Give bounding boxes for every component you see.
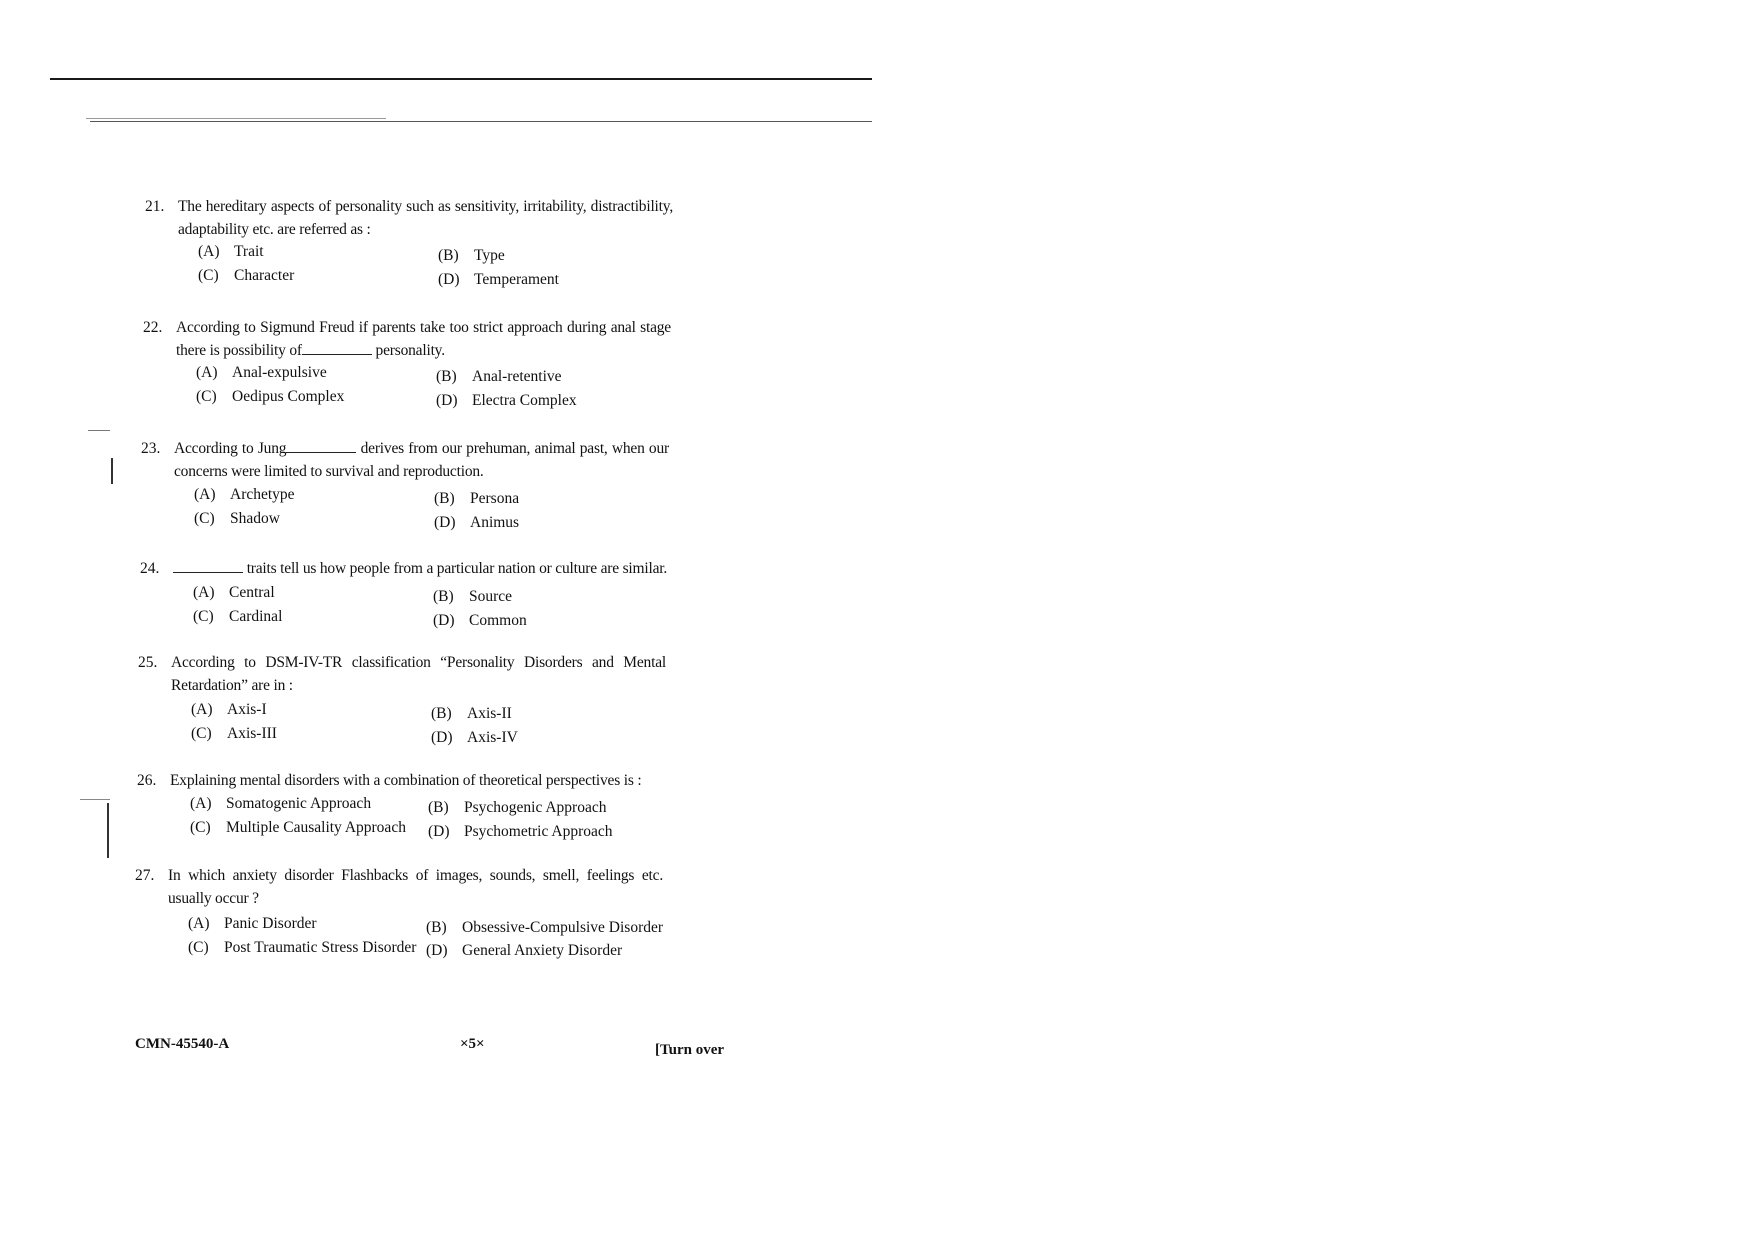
option-c[interactable] — [196, 385, 344, 408]
option-letter: (A) — [194, 486, 216, 503]
option-letter: (D) — [433, 612, 455, 629]
option-d[interactable] — [433, 609, 527, 632]
option-text: Common — [469, 612, 527, 629]
option-text: Multiple Causality Approach — [226, 819, 406, 836]
answer-blank — [286, 438, 356, 453]
question-text: In which anxiety disorder Flashbacks of images, sounds, smell, feelings etc. usually occur ? — [168, 867, 663, 907]
option-letter: (C) — [198, 267, 219, 284]
option-c[interactable] — [188, 936, 416, 959]
option-letter: (D) — [431, 729, 453, 746]
option-a[interactable] — [188, 912, 317, 935]
question-26 — [137, 769, 677, 844]
question-number: 24. — [140, 560, 160, 577]
option-text: Type — [474, 247, 505, 264]
option-c[interactable] — [193, 605, 282, 628]
option-c[interactable] — [191, 722, 277, 745]
question-number: 22. — [143, 319, 163, 336]
question-text: According to DSM-IV-TR classification “Personality Disorders and Mental Retardation” are in : — [171, 654, 666, 694]
option-d[interactable] — [431, 726, 518, 749]
option-letter: (C) — [188, 939, 209, 956]
option-text: General Anxiety Disorder — [462, 942, 623, 959]
option-text: Axis-IV — [467, 729, 518, 746]
option-letter: (C) — [193, 608, 214, 625]
question-number: 23. — [141, 440, 161, 457]
option-text: Axis-III — [227, 725, 277, 742]
option-letter: (B) — [438, 247, 459, 264]
question-text — [176, 316, 671, 362]
margin-mark — [111, 458, 113, 484]
option-text: Post Traumatic Stress Disorder — [224, 939, 417, 956]
question-23 — [141, 437, 681, 532]
option-c[interactable] — [194, 507, 280, 530]
option-text: Central — [229, 584, 275, 601]
option-letter: (A) — [193, 584, 215, 601]
option-text: Shadow — [230, 510, 280, 527]
option-letter: (D) — [434, 514, 456, 531]
option-text: Persona — [470, 490, 520, 507]
option-b[interactable] — [428, 796, 606, 819]
option-c[interactable] — [190, 816, 406, 839]
question-text-before: According to Jung — [174, 440, 287, 457]
option-a[interactable] — [191, 698, 267, 721]
question-number: 25. — [138, 654, 158, 671]
page-number: ×5× — [460, 1036, 485, 1052]
option-letter: (A) — [196, 364, 218, 381]
option-letter: (B) — [428, 799, 449, 816]
second-rule-shadow — [86, 118, 386, 119]
option-text: Obsessive-Compulsive Disorder — [462, 919, 664, 936]
option-text: Axis-II — [467, 705, 512, 722]
option-letter: (B) — [431, 705, 452, 722]
option-text: Axis-I — [227, 701, 267, 718]
option-text: Somatogenic Approach — [226, 795, 372, 812]
option-letter: (A) — [190, 795, 212, 812]
question-22 — [143, 316, 683, 411]
option-b[interactable] — [438, 244, 505, 267]
option-text: Anal-expulsive — [232, 364, 327, 381]
option-d[interactable] — [426, 939, 622, 962]
question-text-after: personality. — [375, 342, 445, 359]
option-text: Psychometric Approach — [464, 823, 613, 840]
booklet-code: CMN-45540-A — [135, 1036, 230, 1052]
option-b[interactable] — [434, 487, 519, 510]
question-25 — [138, 651, 678, 746]
option-text: Panic Disorder — [224, 915, 317, 932]
option-letter: (C) — [191, 725, 212, 742]
option-text: Cardinal — [229, 608, 283, 625]
option-text: Animus — [470, 514, 520, 531]
option-a[interactable] — [190, 792, 371, 815]
option-text: Archetype — [230, 486, 295, 503]
question-24 — [140, 557, 680, 632]
margin-mark — [88, 430, 110, 431]
option-text: Temperament — [474, 271, 559, 288]
option-a[interactable] — [194, 483, 295, 506]
question-text: Explaining mental disorders with a combination of theoretical perspectives is : — [170, 772, 642, 789]
option-letter: (C) — [190, 819, 211, 836]
option-c[interactable] — [198, 264, 294, 287]
option-a[interactable] — [193, 581, 275, 604]
option-letter: (D) — [426, 942, 448, 959]
option-text: Source — [469, 588, 513, 605]
option-letter: (A) — [188, 915, 210, 932]
question-text-after: derives from our prehuman, animal past, when our concerns were limited to survival and reproduction. — [174, 440, 669, 480]
option-text: Electra Complex — [472, 392, 577, 409]
answer-blank — [302, 340, 372, 355]
question-number: 21. — [145, 198, 165, 215]
option-letter: (A) — [198, 243, 220, 260]
option-d[interactable] — [436, 389, 577, 412]
question-text-after: traits tell us how people from a particular nation or culture are similar. — [246, 560, 668, 577]
option-letter: (A) — [191, 701, 213, 718]
question-text — [174, 437, 669, 483]
question-text-before: According to Sigmund Freud if parents take too strict approach during anal stage there is possibility of — [176, 319, 671, 359]
option-text: Anal-retentive — [472, 368, 562, 385]
option-d[interactable] — [434, 511, 519, 534]
option-d[interactable] — [438, 268, 559, 291]
second-rule — [90, 121, 872, 122]
option-letter: (C) — [194, 510, 215, 527]
margin-mark — [80, 799, 110, 800]
option-text: Character — [234, 267, 295, 284]
option-b[interactable] — [433, 585, 512, 608]
question-number: 26. — [137, 772, 157, 789]
top-rule — [50, 78, 872, 80]
option-text: Psychogenic Approach — [464, 799, 607, 816]
option-letter: (C) — [196, 388, 217, 405]
question-27 — [135, 864, 675, 959]
option-b[interactable] — [436, 365, 562, 388]
option-a[interactable] — [198, 240, 264, 263]
option-a[interactable] — [196, 361, 327, 384]
question-text: The hereditary aspects of personality such as sensitivity, irritability, distractibility, adaptability etc. are referred as : — [178, 198, 673, 238]
option-letter: (B) — [434, 490, 455, 507]
question-number: 27. — [135, 867, 155, 884]
option-b[interactable] — [431, 702, 512, 725]
option-text: Oedipus Complex — [232, 388, 345, 405]
option-letter: (B) — [436, 368, 457, 385]
option-letter: (D) — [436, 392, 458, 409]
option-d[interactable] — [428, 820, 613, 843]
margin-mark — [107, 803, 109, 858]
option-letter: (D) — [428, 823, 450, 840]
option-letter: (B) — [433, 588, 454, 605]
question-21 — [145, 195, 685, 290]
answer-blank — [173, 558, 243, 573]
option-letter: (D) — [438, 271, 460, 288]
turn-over-label: [Turn over — [655, 1042, 725, 1058]
option-letter: (B) — [426, 919, 447, 936]
question-text — [173, 557, 668, 580]
option-text: Trait — [234, 243, 264, 260]
option-b[interactable] — [426, 916, 663, 939]
